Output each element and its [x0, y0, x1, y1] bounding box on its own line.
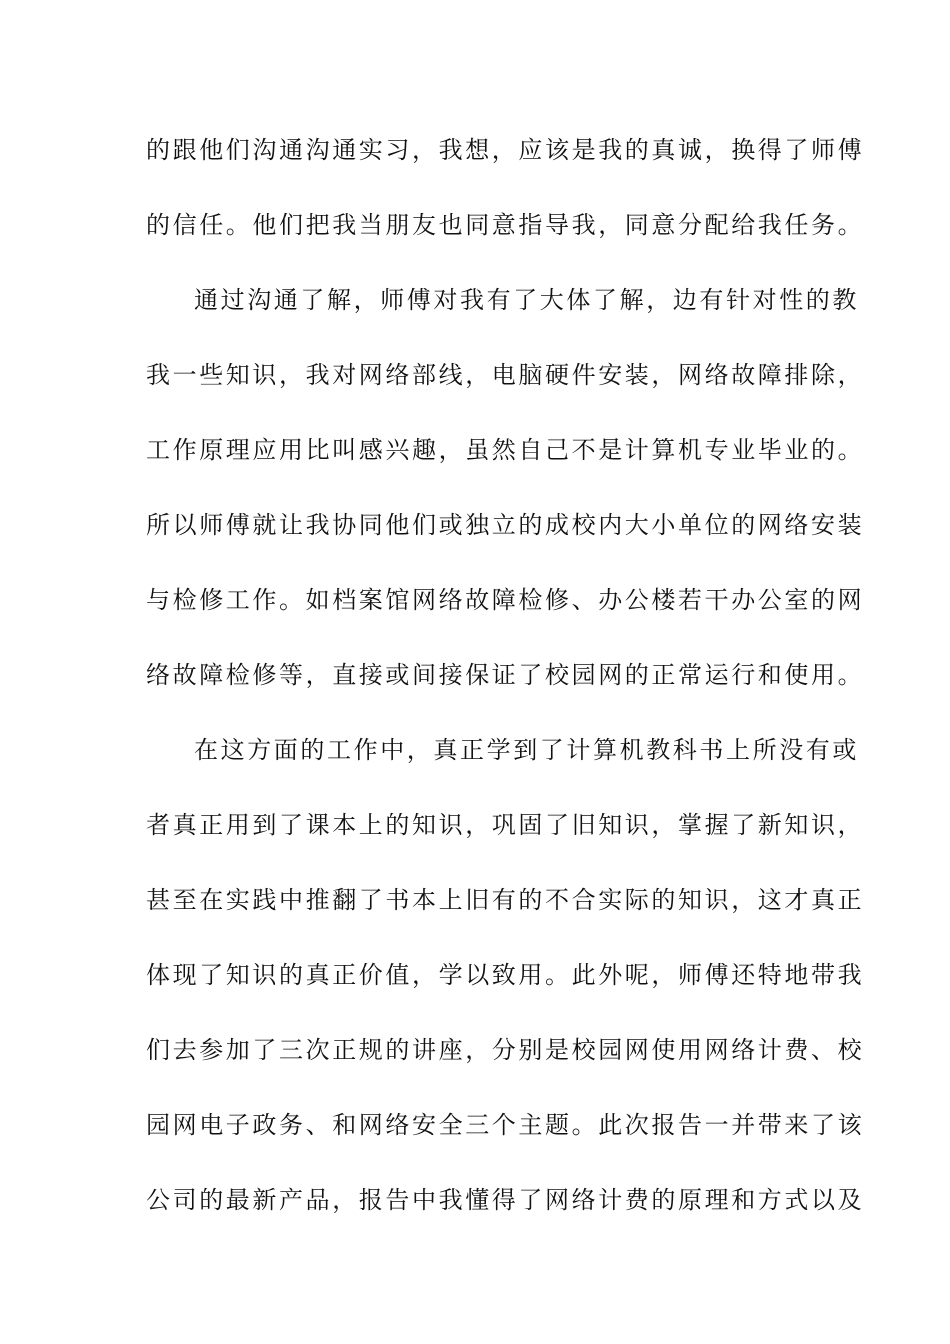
- text-line: 络故障检修等，直接或间接保证了校园网的正常运行和使用。: [146, 661, 865, 689]
- text-line: 所以师傅就让我协同他们或独立的成校内大小单位的网络安装: [146, 511, 865, 539]
- text-line: 的跟他们沟通沟通实习，我想，应该是我的真诚，换得了师傅: [146, 136, 865, 164]
- text-line: 甚至在实践中推翻了书本上旧有的不合实际的知识，这才真正: [146, 886, 865, 914]
- text-line: 体现了知识的真正价值，学以致用。此外呢，师傅还特地带我: [146, 961, 865, 989]
- text-line: 公司的最新产品，报告中我懂得了网络计费的原理和方式以及: [146, 1186, 865, 1214]
- text-line: 的信任。他们把我当朋友也同意指导我，同意分配给我任务。: [146, 211, 865, 239]
- text-line: 我一些知识，我对网络部线，电脑硬件安装，网络故障排除，: [146, 361, 865, 389]
- paragraph-first-line: 在这方面的工作中，真正学到了计算机教科书上所没有或: [194, 736, 859, 764]
- text-line: 园网电子政务、和网络安全三个主题。此次报告一并带来了该: [146, 1111, 865, 1139]
- text-line: 与检修工作。如档案馆网络故障检修、办公楼若干办公室的网: [146, 586, 865, 614]
- paragraph-first-line: 通过沟通了解，师傅对我有了大体了解，边有针对性的教: [194, 286, 859, 314]
- text-line: 工作原理应用比叫感兴趣，虽然自己不是计算机专业毕业的。: [146, 436, 865, 464]
- text-line: 们去参加了三次正规的讲座，分别是校园网使用网络计费、校: [146, 1036, 865, 1064]
- text-line: 者真正用到了课本上的知识，巩固了旧知识，掌握了新知识，: [146, 811, 865, 839]
